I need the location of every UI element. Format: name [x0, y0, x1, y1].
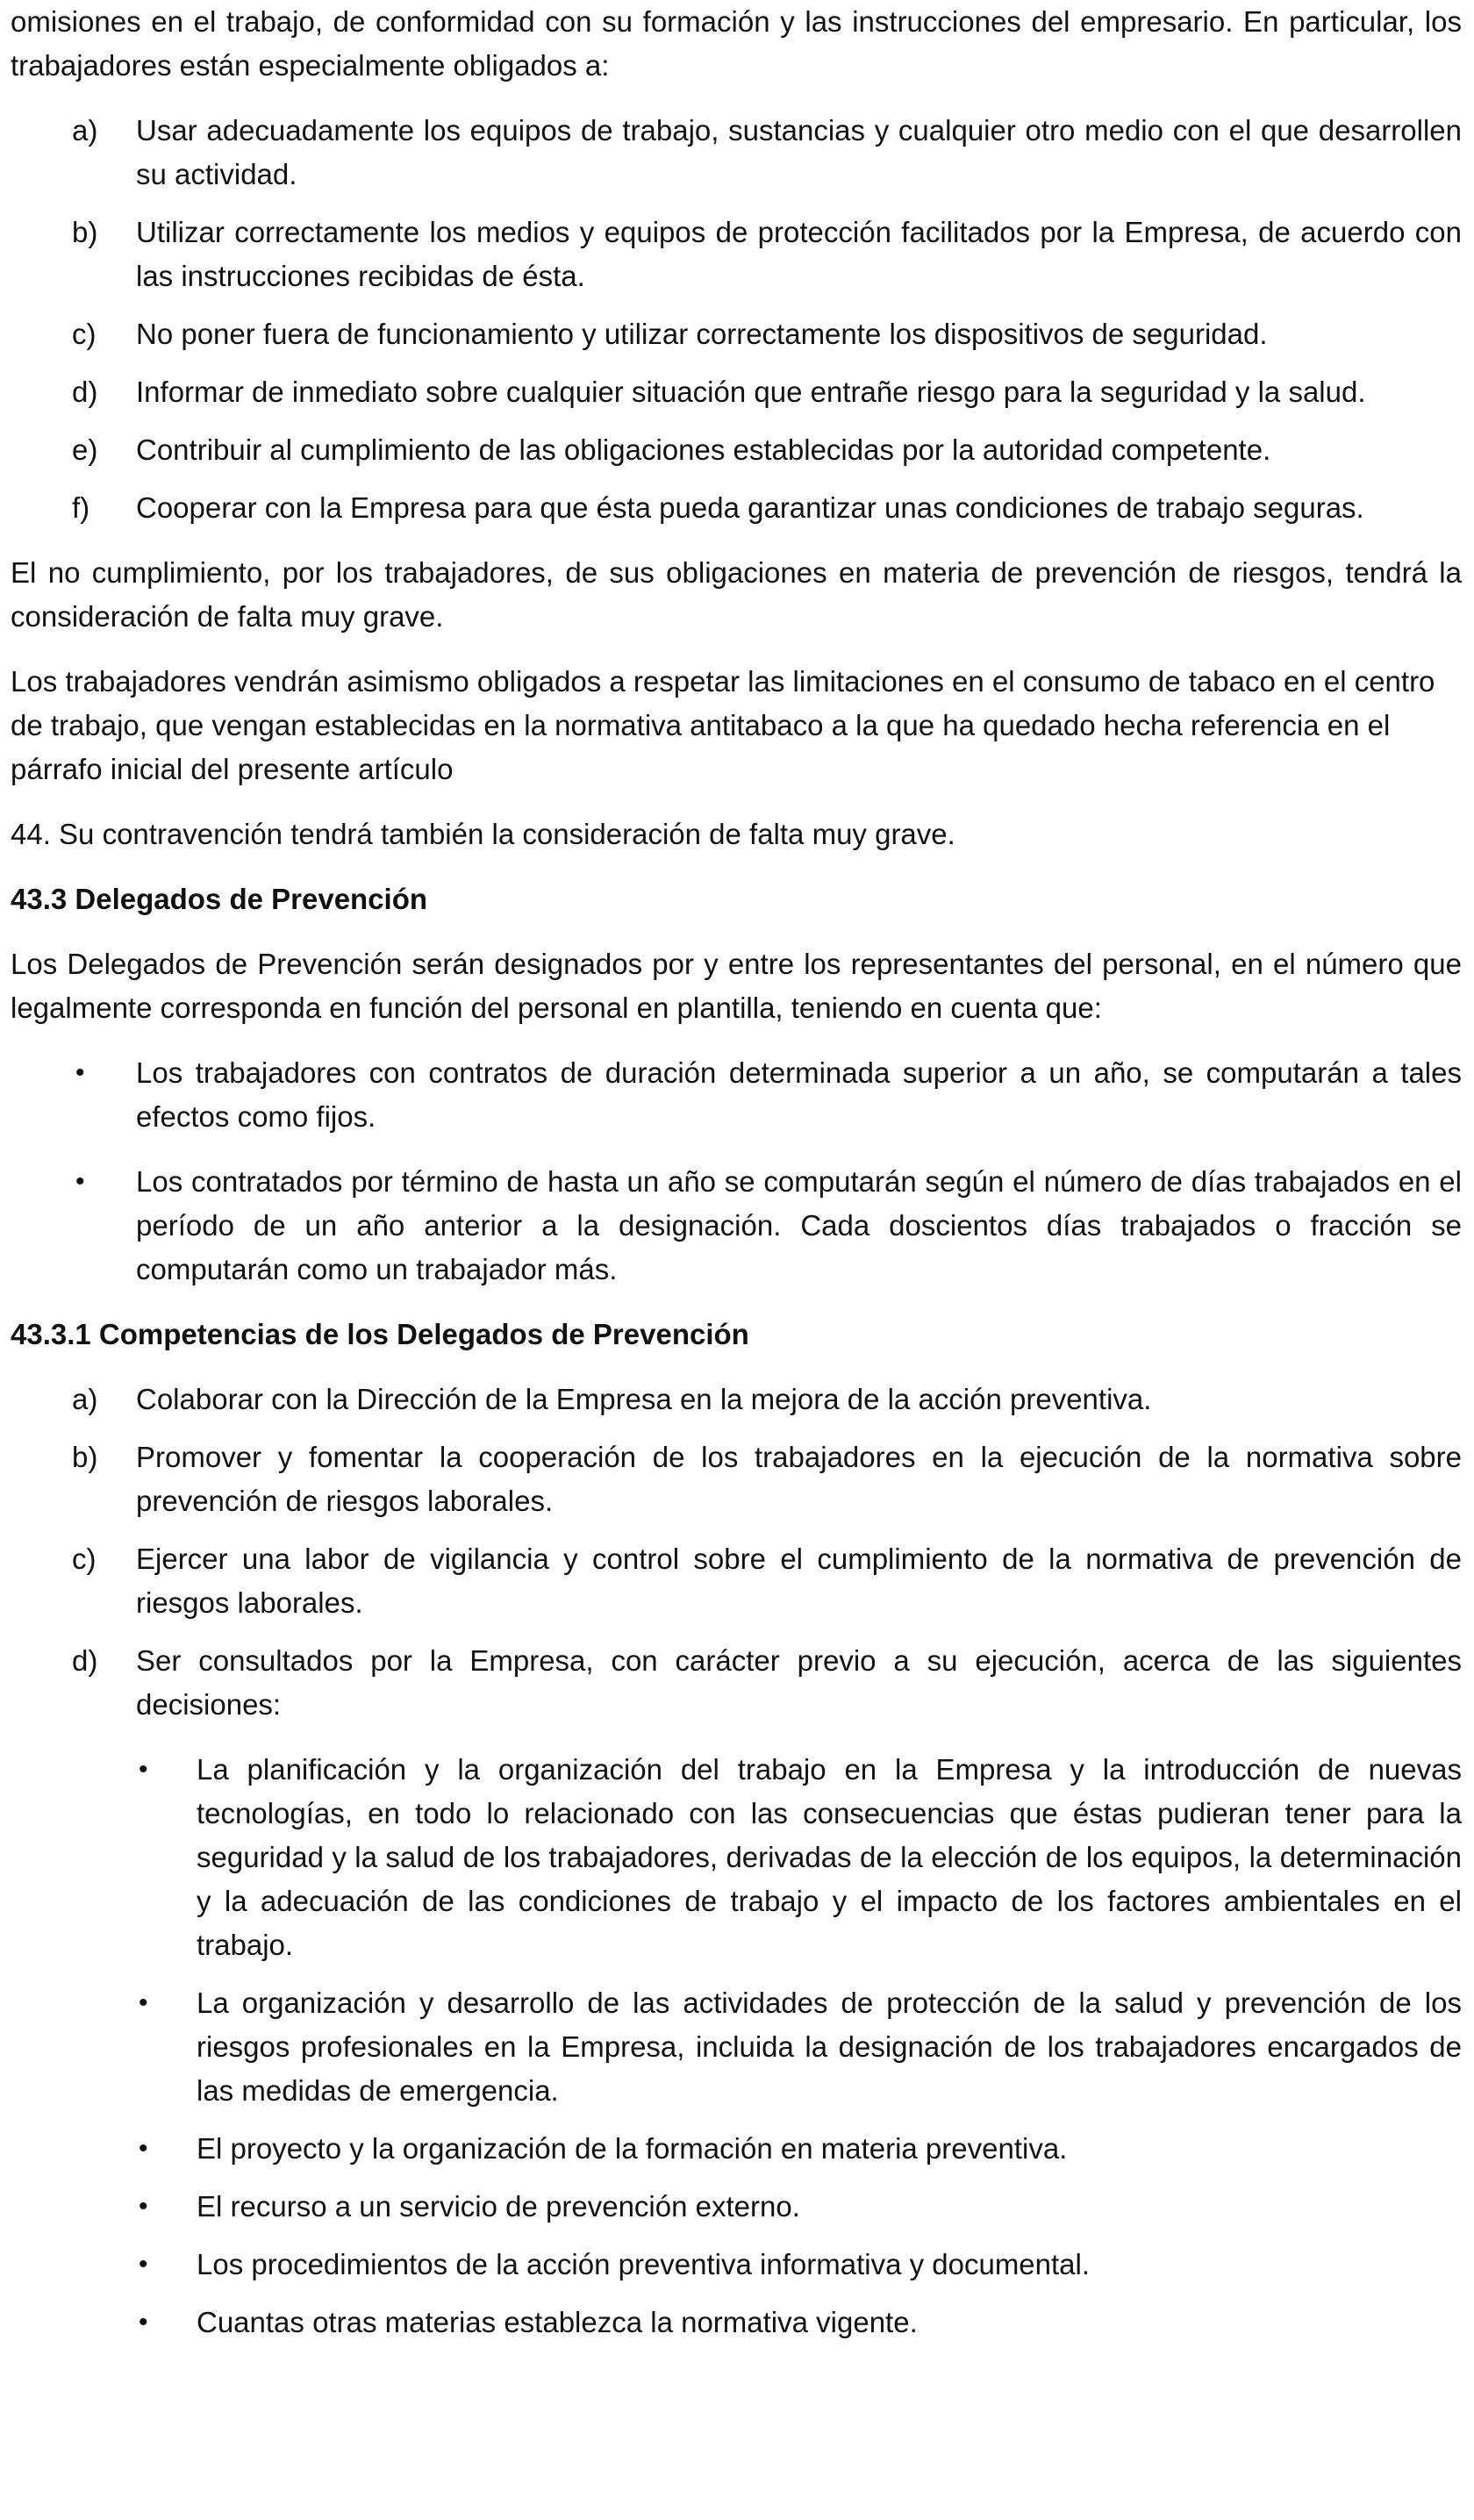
bullet-marker: • [75, 1167, 85, 1196]
list-item [11, 312, 1462, 356]
list-item-text: El proyecto y la organización de la formación en materia preventiva. [197, 2132, 1068, 2165]
list-marker: d) [72, 1644, 98, 1677]
bullet-marker: • [139, 1988, 148, 2017]
list-marker: c) [72, 318, 97, 350]
list-item-text: Contribuir al cumplimiento de las obligaciones establecidas por la autoridad competente. [136, 433, 1271, 466]
list-item-text: Cooperar con la Empresa para que ésta pueda garantizar unas condiciones de trabajo seguras. [136, 491, 1364, 524]
list-marker: a) [72, 1383, 98, 1415]
list-marker: c) [72, 1543, 97, 1575]
list-item-text: Los trabajadores con contratos de duración determinada superior a un año, se computarán a tales efectos como fijos. [136, 1056, 1462, 1133]
list-item [11, 1160, 1462, 1292]
obligaciones-list [11, 109, 1462, 530]
list-item [11, 2127, 1462, 2171]
list-marker: b) [72, 216, 98, 248]
list-marker: d) [72, 376, 98, 408]
bullet-marker: • [139, 2192, 148, 2221]
list-item [11, 1435, 1462, 1523]
list-item [11, 486, 1462, 530]
section-heading-43-3-1: 43.3.1 Competencias de los Delegados de Prevención [11, 1318, 749, 1350]
bullet-marker: • [75, 1058, 85, 1087]
list-item [11, 1639, 1462, 1727]
list-item [11, 428, 1462, 472]
list-item [11, 370, 1462, 414]
list-item [11, 2243, 1462, 2287]
list-item [11, 1981, 1462, 2113]
contravencion-paragraph: 44. Su contravención tendrá también la consideración de falta muy grave. [11, 818, 955, 850]
bullet-marker: • [139, 1755, 148, 1784]
list-item-text: El recurso a un servicio de prevención externo. [197, 2190, 800, 2223]
list-item [11, 1051, 1462, 1139]
list-item-text: Ejercer una labor de vigilancia y control sobre el cumplimiento de la normativa de prevención de riesgos laborales. [136, 1543, 1462, 1619]
bullet-marker: • [139, 2308, 148, 2337]
list-item-text: Cuantas otras materias establezca la normativa vigente. [197, 2306, 918, 2338]
list-marker: e) [72, 433, 98, 466]
list-item-text: Utilizar correctamente los medios y equipos de protección facilitados por la Empresa, de acuerdo con las instrucciones recibidas de ésta. [136, 216, 1462, 292]
list-item [11, 2301, 1462, 2345]
tabaco-paragraph: Los trabajadores vendrán asimismo obligados a respetar las limitaciones en el consumo de tabaco en el centro de trabajo, que vengan establecidas en la normativa antitabaco a la que ha quedado hecha referencia en el párrafo inicial del presente artículo [11, 665, 1435, 785]
list-item-text: Ser consultados por la Empresa, con carácter previo a su ejecución, acerca de las siguientes decisiones: [136, 1644, 1462, 1721]
list-item-text: Los procedimientos de la acción preventiva informativa y documental. [197, 2248, 1091, 2280]
list-item-text: No poner fuera de funcionamiento y utilizar correctamente los dispositivos de seguridad. [136, 318, 1268, 350]
intro-paragraph: omisiones en el trabajo, de conformidad con su formación y las instrucciones del empresario. En particular, los trabajadores están especialmente obligados a: [11, 5, 1462, 82]
decisiones-sub-list [11, 1748, 1462, 2345]
delegados-bullet-list [11, 1051, 1462, 1292]
delegados-intro-paragraph: Los Delegados de Prevención serán designados por y entre los representantes del personal, en el número que legalmente corresponda en función del personal en plantilla, teniendo en cuenta que: [11, 948, 1462, 1024]
list-marker: a) [72, 114, 98, 147]
list-marker: b) [72, 1441, 98, 1473]
list-item-text: Informar de inmediato sobre cualquier situación que entrañe riesgo para la seguridad y la salud. [136, 376, 1366, 408]
bullet-marker: • [139, 2134, 148, 2163]
list-item [11, 109, 1462, 197]
list-item [11, 211, 1462, 298]
list-item-text: Usar adecuadamente los equipos de trabajo, sustancias y cualquier otro medio con el que desarrollen su actividad. [136, 114, 1462, 190]
list-item [11, 2185, 1462, 2229]
competencias-list [11, 1378, 1462, 1727]
list-item-text: Promover y fomentar la cooperación de los trabajadores en la ejecución de la normativa sobre prevención de riesgos laborales. [136, 1441, 1462, 1517]
list-item [11, 1537, 1462, 1625]
list-item-text: Los contratados por término de hasta un año se computarán según el número de días trabajados en el período de un año anterior a la designación. Cada doscientos días trabajados o fracción se computarán como un trabajador más. [136, 1165, 1462, 1285]
list-item-text: La planificación y la organización del trabajo en la Empresa y la introducción de nuevas tecnologías, en todo lo relacionado con las consecuencias que éstas pudieran tener para la seguridad y la salud de los trabajadores, derivadas de la elección de los equipos, la determinación y la adecuación de las condiciones de trabajo y el impacto de los factores ambientales en el trabajo. [197, 1753, 1462, 1961]
bullet-marker: • [139, 2250, 148, 2279]
incumplimiento-paragraph: El no cumplimiento, por los trabajadores, de sus obligaciones en materia de prevención de riesgos, tendrá la consideración de falta muy grave. [11, 556, 1462, 633]
list-marker: f) [72, 491, 90, 524]
list-item-text: La organización y desarrollo de las actividades de protección de la salud y prevención de los riesgos profesionales en la Empresa, incluida la designación de los trabajadores encargados de las medidas de emergencia. [197, 1987, 1462, 2107]
section-heading-43-3: 43.3 Delegados de Prevención [11, 883, 428, 915]
list-item [11, 1748, 1462, 1967]
list-item [11, 1378, 1462, 1421]
list-item-text: Colaborar con la Dirección de la Empresa en la mejora de la acción preventiva. [136, 1383, 1152, 1415]
